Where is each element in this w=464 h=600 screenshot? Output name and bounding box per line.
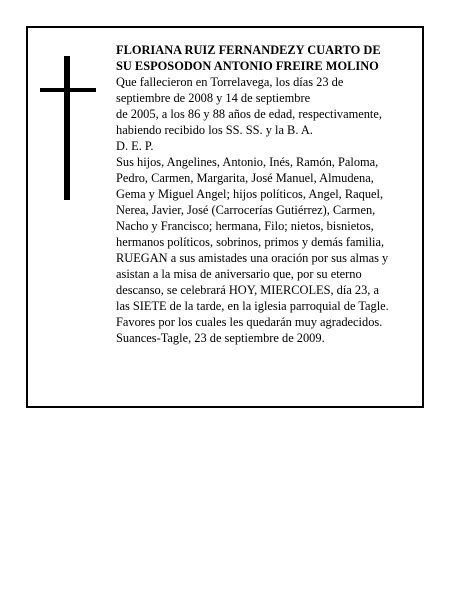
body-line: habiendo recibido los SS. SS. y la B. A. (116, 123, 313, 137)
body-line: Sus hijos, Angelines, Antonio, Inés, Ramón, Paloma, (116, 155, 379, 169)
body-line: Nerea, Javier, José (Carrocerías Gutiérrez), Carmen, (116, 203, 376, 217)
cross-horizontal-bar (40, 88, 96, 92)
body-line: descanso, se celebrará HOY, MIERCOLES, día 23, a (116, 283, 380, 297)
body-line: Suances-Tagle, 23 de septiembre de 2009. (116, 331, 325, 345)
body-line: de 2005, a los 86 y 88 años de edad, respectivamente, (116, 107, 382, 121)
heading-line-1: FLORIANA RUIZ FERNANDEZY CUARTO DE (116, 43, 381, 57)
body-line: las SIETE de la tarde, en la iglesia parroquial de Tagle. (116, 299, 389, 313)
body-line: Pedro, Carmen, Margarita, José Manuel, Almudena, (116, 171, 374, 185)
cross-vertical-bar (64, 56, 70, 200)
obituary-notice (26, 26, 424, 408)
body-line: RUEGAN a sus amistades una oración por sus almas y (116, 251, 389, 265)
heading-line-2: SU ESPOSODON ANTONIO FREIRE MOLINO (116, 59, 379, 73)
body-line: Favores por los cuales les quedarán muy agradecidos. (116, 315, 383, 329)
body-line: asistan a la misa de aniversario que, por su eterno (116, 267, 362, 281)
body-line: Nacho y Francisco; hermana, Filo; nietos, bisnietos, (116, 219, 374, 233)
body-line: D. E. P. (116, 139, 154, 153)
body-line: hermanos políticos, sobrinos, primos y demás familia, (116, 235, 385, 249)
body-line: Que fallecieron en Torrelavega, los días 23 de (116, 75, 344, 89)
body-line: septiembre de 2008 y 14 de septiembre (116, 91, 311, 105)
body-line: Gema y Miguel Angel; hijos políticos, Angel, Raquel, (116, 187, 384, 201)
cross-icon (40, 56, 96, 200)
notice-text (116, 42, 420, 346)
